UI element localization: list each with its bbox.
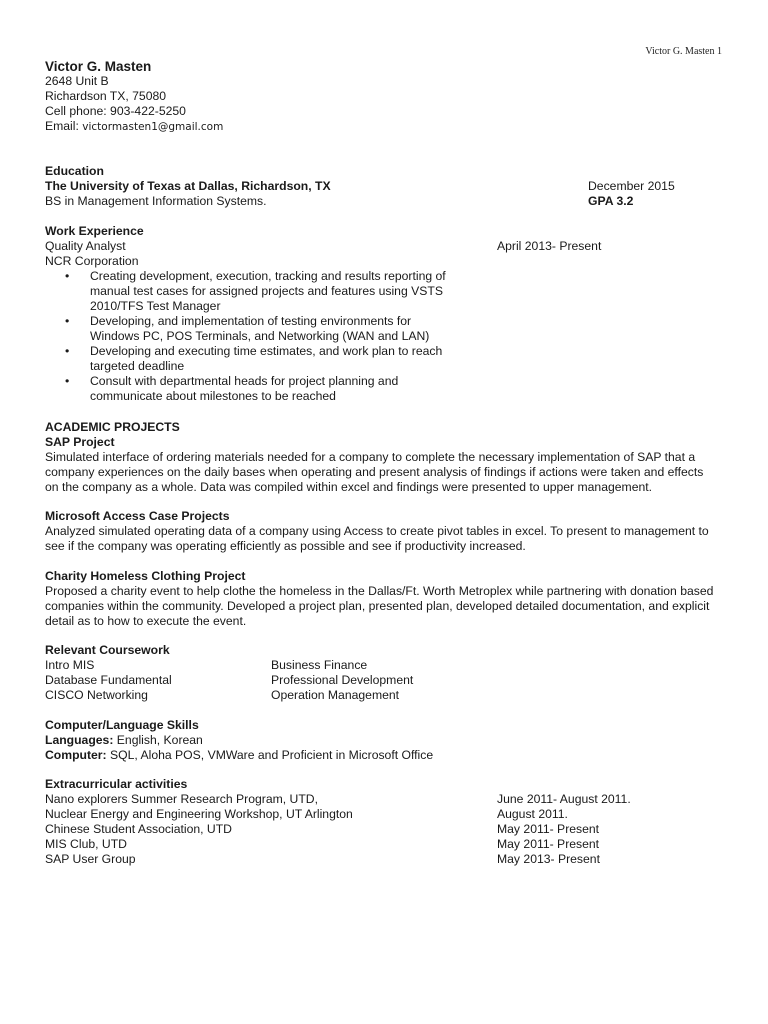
project-title: Charity Homeless Clothing Project	[45, 569, 246, 583]
project-description: Proposed a charity event to help clothe the homeless in the Dallas/Ft. Worth Metroplex while partnering with donation based companies within the community. Developed a project plan, presented plan, developed detailed documentation, and explicit detail as to how to execute the event.	[45, 584, 714, 628]
course: CISCO Networking	[45, 688, 148, 702]
education-school-row	[45, 179, 725, 194]
activity-row	[45, 807, 725, 822]
coursework-heading: Relevant Coursework	[45, 643, 170, 657]
coursework-section	[45, 643, 725, 703]
education-section	[45, 164, 725, 209]
activity-date: May 2013- Present	[497, 852, 600, 866]
computer-label: Computer:	[45, 748, 107, 762]
course: Business Finance	[271, 658, 368, 672]
phone: Cell phone: 903-422-5250	[45, 104, 186, 118]
project-description: Analyzed simulated operating data of a company using Access to create pivot tables in excel. To present to management to see if the company was operating efficiently as possible and see if productivity increased.	[45, 524, 709, 553]
job-title-row	[45, 239, 725, 254]
work-heading: Work Experience	[45, 224, 144, 238]
project-description: Simulated interface of ordering materials needed for a company to complete the necessary implementation of SAP that a company experiences on the daily bases when operating and present analysis of findings if actions were taken and effects on the company as a whole. Data was compiled within excel and findings were presented to upper management.	[45, 450, 704, 494]
extracurricular-section	[45, 777, 725, 867]
job-bullet: • Developing, and implementation of testing environments for Windows PC, POS Terminals, and Networking (WAN and LAN)	[45, 314, 460, 344]
email-value: victormasten1@gmail.com	[82, 121, 224, 133]
job-bullet: • Creating development, execution, tracking and results reporting of manual test cases for assigned projects and features using VSTS 2010/TFS Test Manager	[45, 269, 460, 314]
gpa: GPA 3.2	[588, 194, 634, 208]
job-bullets	[45, 269, 725, 404]
activity-name: SAP User Group	[45, 852, 136, 866]
education-heading: Education	[45, 164, 104, 178]
languages-value: English, Korean	[113, 733, 203, 747]
activity-date: May 2011- Present	[497, 837, 600, 851]
contact-block	[45, 74, 223, 135]
applicant-name: Victor G. Masten	[45, 59, 152, 74]
languages-line	[45, 733, 433, 748]
coursework-row	[45, 688, 725, 703]
skills-heading: Computer/Language Skills	[45, 718, 199, 732]
project-block	[45, 569, 720, 629]
job-title: Quality Analyst	[45, 239, 126, 253]
address-line-2: Richardson TX, 75080	[45, 89, 167, 103]
project-block	[45, 509, 720, 554]
activity-date: August 2011.	[497, 807, 568, 821]
work-section	[45, 224, 725, 404]
project-title: Microsoft Access Case Projects	[45, 509, 230, 523]
coursework-row	[45, 673, 725, 688]
computer-value: SQL, Aloha POS, VMWare and Proficient in Microsoft Office	[106, 748, 434, 762]
activity-name: Chinese Student Association, UTD	[45, 822, 232, 836]
company: NCR Corporation	[45, 254, 139, 268]
activity-row	[45, 837, 725, 852]
job-bullet: • Consult with departmental heads for project planning and communicate about milestones to be reached	[45, 374, 460, 404]
degree: BS in Management Information Systems.	[45, 194, 267, 208]
activity-name: MIS Club, UTD	[45, 837, 127, 851]
computer-line	[45, 748, 433, 763]
activity-row	[45, 792, 725, 807]
projects-section	[45, 420, 720, 495]
projects-heading: ACADEMIC PROJECTS	[45, 420, 180, 434]
activity-date: June 2011- August 2011.	[497, 792, 631, 806]
email-label: Email:	[45, 119, 83, 133]
course: Database Fundamental	[45, 673, 172, 687]
extracurricular-heading: Extracurricular activities	[45, 777, 188, 791]
activity-name: Nano explorers Summer Research Program, UTD,	[45, 792, 318, 806]
running-header: Victor G. Masten 1	[645, 46, 722, 57]
coursework-row	[45, 658, 725, 673]
email-line	[45, 119, 223, 135]
course: Professional Development	[271, 673, 414, 687]
skills-section	[45, 718, 433, 763]
activity-row	[45, 852, 725, 867]
school-name: The University of Texas at Dallas, Richardson, TX	[45, 179, 331, 193]
course: Operation Management	[271, 688, 400, 702]
activity-row	[45, 822, 725, 837]
course: Intro MIS	[45, 658, 95, 672]
job-bullet: • Developing and executing time estimates, and work plan to reach targeted deadline	[45, 344, 460, 374]
activity-name: Nuclear Energy and Engineering Workshop, UT Arlington	[45, 807, 353, 821]
address-line-1: 2648 Unit B	[45, 74, 109, 88]
project-title: SAP Project	[45, 435, 115, 449]
activity-date: May 2011- Present	[497, 822, 600, 836]
graduation-date: December 2015	[588, 179, 675, 193]
education-degree-row	[45, 194, 725, 209]
job-date: April 2013- Present	[497, 239, 602, 253]
languages-label: Languages:	[45, 733, 114, 747]
